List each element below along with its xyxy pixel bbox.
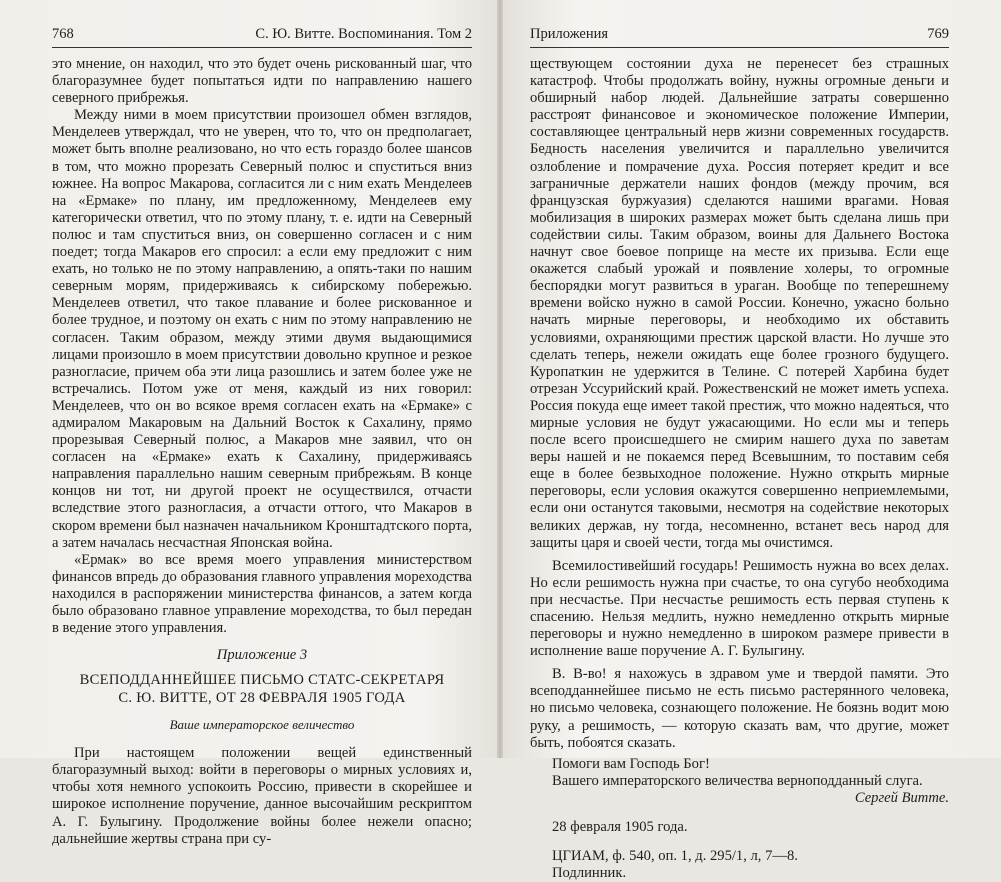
archive-note: Подлинник. (552, 865, 627, 882)
left-page-header (52, 26, 472, 48)
page-number: 768 (52, 26, 74, 42)
paragraph: «Ермак» во все время моего управления министерством финансов впредь до образования главного управления мореходства находился в распоряжении министерства финансов, а затем когда было образовано главное управление мореходства, то был передан в ведение этого управления. (52, 551, 472, 637)
letter-title-line: С. Ю. ВИТТЕ, ОТ 28 ФЕВРАЛЯ 1905 ГОДА (118, 689, 406, 706)
paragraph: ществующем состоянии духа не перенесет без страшных катастроф. Чтобы продолжать войну, нужны огромные деньги и обширный набор людей. Дальнейшие затраты совершенно расстроят финансовое и экономическое положение Империи, составляющее центральный нерв жизни современных государств. Бедность населения увеличится и параллельно увеличится озлобление и помрачение духа. Россия потеряет кредит и все заграничные держатели наших фондов (между прочим, вся французская буржуазия) сделаются нашими врагами. Новая мобилизация в широких размерах может быть сделана лишь при содействии силы. Таким образом, воины для Дальнего Востока начнут свое боевое поприще на месте их призыва. Если еще окажется слабый урожай и появление холеры, то огромные беспорядки могут развиться в ураган. Вообще по теперешнему времени войско нужно в самой России. Конечно, ужасно больно начать мирные переговоры, и необходимо их обставить условиями, охраняющими престиж царской власти. Но лучше это сделать теперь, нежели ожидать еще более грозного будущего. Куропаткин не удержится в Телине. С потерей Харбина будет отрезан Уссурийский край. Рожественский не может иметь успеха. Россия покуда еще имеет такой престиж, что можно надеяться, что мирные условия не будут ужасающими. Но если мы и теперь после всего происшедшего не смирим нашего духа по заветам веры нашей и не покаемся перед Всевышним, то поставим себя еще в более безвыходное положение. Нужно открыть мирные переговоры, если условия окажутся совершенно неприемлемыми, если они останутся таковыми, несмотря на содействие некоторых великих держав, ну тогда, несомненно, встанет весь народ для защиты царя и своей чести, тогда мы очистимся. (530, 56, 949, 551)
paragraph: Всемилостивейший государь! Решимость нужна во всех делах. Но если решимость нужна при счастье, то она сугубо необходима при несчастье. При несчастье решимость есть первая ступень к спасению. Нельзя медлить, нужно немедленно открыть мирные переговоры и нужно немедленно в широком размере привести в исполнение ваше поручение А. Г. Булыгину. (530, 557, 949, 660)
paragraph: это мнение, он находил, что это будет очень рискованный шаг, что благоразумнее будет попытаться идти по направлению нашего северного прибрежья. (52, 56, 472, 107)
paragraph: Между ними в моем присутствии произошел обмен взглядов, Менделеев утверждал, что не уверен, что то, что он предполагает, может быть вполне реализовано, но что есть гораздо более шансов в том, что можно прорезать Северный полюс и спуститься вниз южнее. На вопрос Макарова, согласится ли с ним ехать Менделеев на «Ермаке» по плану, им предложенному, Менделеев ему категорически ответил, что по этому плану, т. е. идти на Северный полюс и там спуститься вниз, он совершенно согласен и с ним поедет; тогда Макаров его спросил: а если ему предложит с ним ехать, но только не по этому направлению, а опять-таки по нашим северным морям, придерживаясь к сибирскому побережью. Менделеев ответил, что такое плавание и более рискованное и более трудное, и поэтому он ехать с ним по этому направлению не согласен. Таким образом, между этими двумя выдающимися лицами произошло в моем присутствии довольно крупное и резкое разногласие, причем оба эти лица разошлись и затем более уже не встречались. Потом уже от меня, каждый из них говорил: Менделеев, что он во всякое время согласен ехать на «Ермаке» с адмиралом Макаровым на Дальний Восток к Сахалину, прямо прорезывая Северный полюс, а Макаров мне заявил, что он согласен на «Ермаке» ехать к Сахалину, придерживаясь направления параллельно нашим северным прибрежьям. В конце концов ни тот, ни другой проект не осуществился, отчасти вследствие этого разногласия, а отчасти оттого, что Макаров в скором времени был назначен начальником Кронштадтского порта, а затем началась несчастная Японская война. (52, 107, 472, 551)
page-number: 769 (927, 26, 949, 42)
paragraph: При настоящем положении вещей единственный благоразумный выход: войти в переговоры о мирных условиях и, чтобы хотя немного успокоить Россию, привести в скорейшее и широкое исполнение поручение, данное высочайшим рескриптом А. Г. Булыгину. Продолжение войны более нежели опасно; дальнейшие жертвы страна при су- (52, 745, 472, 847)
closing-line: Помоги вам Господь Бог! (552, 755, 710, 772)
letter-date: 28 февраля 1905 года. (552, 819, 688, 836)
archive-reference: ЦГИАМ, ф. 540, оп. 1, д. 295/1, л, 7—8. (552, 848, 798, 865)
appendix-label: Приложение 3 (216, 647, 308, 664)
running-title: С. Ю. Витте. Воспоминания. Том 2 (255, 26, 472, 42)
paragraph: В. В-во! я нахожусь в здравом уме и твердой памяти. Это всеподданнейшее письмо не есть письмо растерянного человека, но письмо человека, сознающего положение. Не боязнь водит мою руку, а решимость, — которую сказать вам, что другие, может быть, побоятся сказать. (530, 666, 949, 751)
right-page (500, 0, 1001, 882)
running-title: Приложения (530, 26, 609, 42)
letter-title (52, 672, 472, 707)
book-gutter (497, 0, 503, 758)
letter-title-line: ВСЕПОДДАННЕЙШЕЕ ПИСЬМО СТАТС-СЕКРЕТАРЯ (79, 672, 445, 689)
letter-address: Ваше императорское величество (169, 717, 355, 733)
closing-line: Вашего императорского величества верноподданный слуга. (552, 772, 923, 789)
left-page (0, 0, 500, 847)
signature: Сергей Витте. (854, 789, 949, 806)
right-page-header (530, 26, 949, 48)
